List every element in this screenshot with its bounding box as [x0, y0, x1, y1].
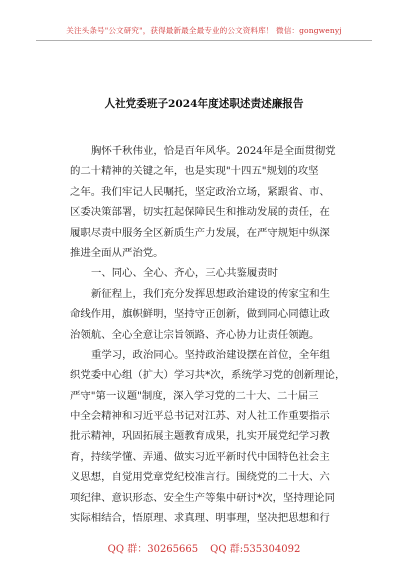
document-title: 人社党委班子2024年度述职述责述廉报告 — [104, 98, 304, 110]
body-line: 义思想，自觉用党章党纪校准言行。围绕党的二十大、六 — [70, 471, 330, 484]
body-line: 推进全面从严治党。 — [70, 246, 164, 259]
document-body — [70, 141, 360, 528]
body-line: 治领航、全心全意让宗旨领路、齐心协力让责任领跑。 — [70, 328, 320, 341]
body-line: 胸怀千秋伟业，恰是百年风华。2024年是全面贯彻党 — [91, 145, 336, 157]
body-line: 育，持续学懂、弄通、做实习近平新时代中国特色社会主 — [70, 450, 330, 463]
body-line: 一、同心、全心、齐心，三心共鉴履责时 — [91, 267, 279, 280]
body-line: 重学习，政治同心。坚持政治建设摆在首位，全年组 — [91, 348, 330, 361]
body-line: 的二十精神的关键之年，也是实现"十四五"规划的攻坚 — [70, 165, 319, 178]
body-line: 批示精神，巩固拓展主题教育成果，扎实开展党纪学习教 — [70, 430, 330, 443]
body-line: 严守"第一议题"制度，深入学习党的二十大、二十届三 — [70, 389, 319, 402]
header-divider — [36, 40, 372, 41]
header-banner: 关注头条号"公文研究"，获得最新最全最专业的公文资料库！ 微信：gongwenyj — [66, 26, 342, 35]
footer-qq-group-1: QQ 群：30265665 — [107, 544, 199, 555]
body-line: 新征程上，我们充分发挥思想政治建设的传家宝和生 — [91, 287, 330, 300]
body-line: 履职尽责中服务全区新质生产力发展，在严守规矩中纵深 — [70, 226, 330, 239]
body-line: 命线作用，旗帜鲜明，坚持守正创新，做到同心同德让政 — [70, 308, 330, 321]
footer-qq-group-2: QQ 群:535304092 — [210, 544, 301, 555]
page-footer — [0, 540, 408, 555]
body-line: 项纪律、意识形态、安全生产等集中研讨*次，坚持理论同 — [70, 491, 335, 504]
body-line: 之年。我们牢记人民嘱托，坚定政治立场，紧跟省、市、 — [70, 185, 330, 198]
body-line: 中全会精神和习近平总书记对江苏、对人社工作重要指示 — [70, 410, 330, 423]
body-line: 区委决策部署，切实扛起保障民生和推动发展的责任，在 — [70, 206, 330, 219]
body-line: 实际相结合，悟原理、求真理、明事理，坚决把思想和行 — [70, 512, 330, 525]
body-line: 织党委中心组（扩大）学习共*次，系统学习党的创新理论， — [70, 369, 346, 382]
page-header — [0, 0, 408, 44]
